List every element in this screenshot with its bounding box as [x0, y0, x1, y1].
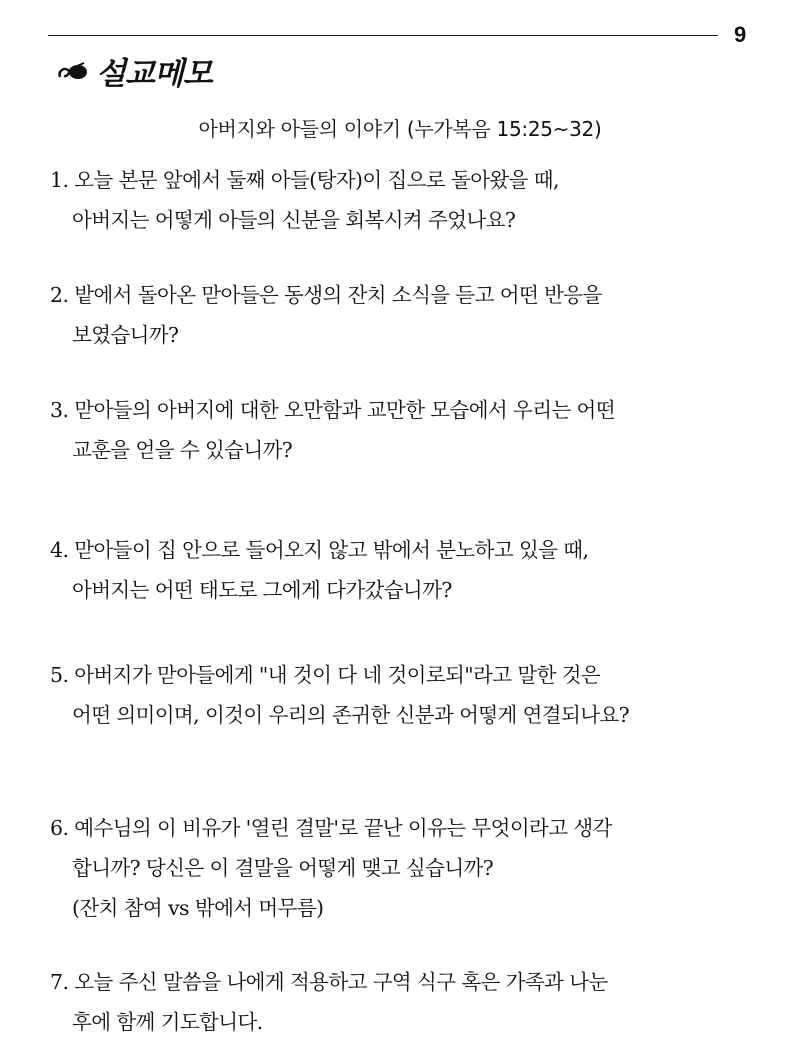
- question-1: [50, 160, 770, 240]
- question-5: [50, 655, 770, 735]
- question-4: [50, 530, 770, 610]
- question-line: 아버지는 어떤 태도로 그에게 다가갔습니까?: [72, 578, 452, 602]
- question-2: [50, 275, 770, 355]
- question-line: 후에 함께 기도합니다.: [72, 1010, 263, 1034]
- page-number: 9: [734, 22, 747, 47]
- question-6: [50, 808, 770, 928]
- memo-label: 설교메모: [96, 55, 212, 92]
- question-line: 교훈을 얻을 수 있습니까?: [72, 438, 293, 462]
- question-line: 6. 예수님의 이 비유가 '열린 결말'로 끝난 이유는 무엇이라고 생각: [50, 816, 612, 840]
- top-rule: [48, 35, 718, 36]
- question-line: 1. 오늘 본문 앞에서 둘째 아들(탕자)이 집으로 돌아왔을 때,: [50, 168, 559, 192]
- question-line: 3. 맏아들의 아버지에 대한 오만함과 교만한 모습에서 우리는 어떤: [50, 398, 615, 422]
- question-3: [50, 390, 770, 470]
- pen-icon: [56, 57, 90, 83]
- question-line: 2. 밭에서 돌아온 맏아들은 동생의 잔치 소식을 듣고 어떤 반응을: [50, 283, 602, 307]
- question-line: 합니까? 당신은 이 결말을 어떻게 맺고 싶습니까?: [72, 856, 494, 880]
- question-line: 7. 오늘 주신 말씀을 나에게 적용하고 구역 식구 혹은 가족과 나눈: [50, 970, 608, 994]
- question-line: 4. 맏아들이 집 안으로 들어오지 않고 밖에서 분노하고 있을 때,: [50, 538, 589, 562]
- page-title: 아버지와 아들의 이야기 (누가복음 15:25~32): [198, 117, 602, 141]
- question-7: [50, 962, 770, 1042]
- question-line: (잔치 참여 vs 밖에서 머무름): [72, 896, 324, 920]
- question-line: 보였습니까?: [72, 323, 179, 347]
- question-line: 어떤 의미이며, 이것이 우리의 존귀한 신분과 어떻게 연결되나요?: [72, 703, 629, 727]
- question-line: 5. 아버지가 맏아들에게 "내 것이 다 네 것이로되"라고 말한 것은: [50, 663, 601, 687]
- question-line: 아버지는 어떻게 아들의 신분을 회복시켜 주었나요?: [72, 208, 516, 232]
- memo-header: [56, 50, 212, 90]
